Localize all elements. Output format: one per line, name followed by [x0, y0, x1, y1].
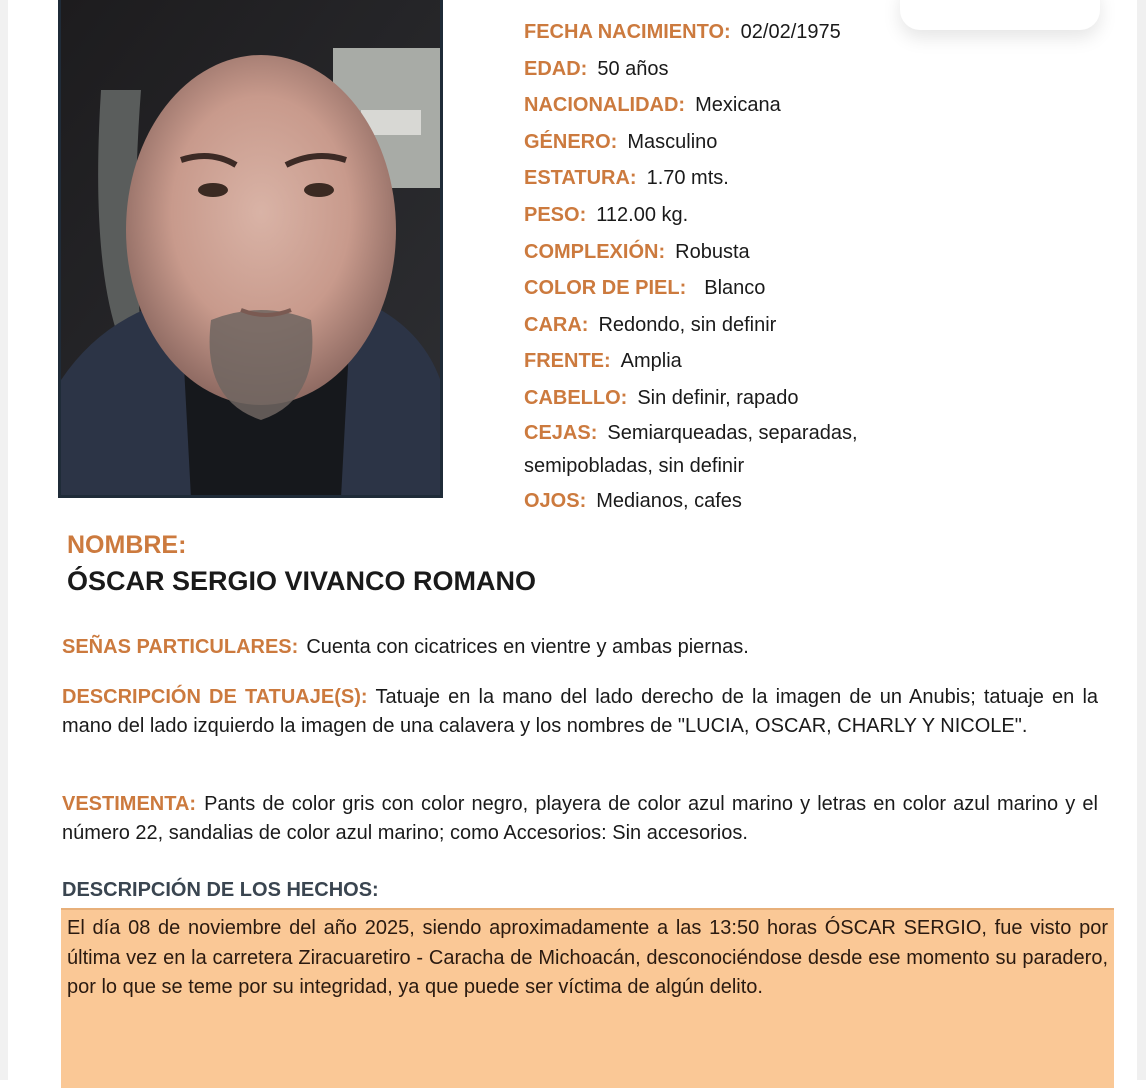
page-right-edge [1137, 0, 1146, 1080]
page-left-edge [0, 0, 8, 1080]
senas-value: Cuenta con cicatrices en vientre y ambas piernas. [306, 636, 749, 658]
fact-label: EDAD: [524, 57, 588, 80]
fact-peso [524, 197, 1124, 234]
fact-value: Sin definir, rapado [637, 386, 799, 409]
tatuajes-label: DESCRIPCIÓN DE TATUAJE(S): [62, 686, 368, 708]
fact-value: Amplia [620, 350, 682, 373]
vestimenta-value: Pants de color gris con color negro, playera de color azul marino y letras en color azul marino y el número 22, sandalias de color azul marino; como Accesorios: Sin accesorios. [62, 793, 1098, 844]
vestimenta-label: VESTIMENTA: [62, 793, 197, 815]
fact-value: 112.00 kg. [596, 203, 689, 226]
tatuajes-value: Tatuaje en la mano del lado derecho de la imagen de un Anubis; tatuaje en la mano del lado izquierdo la imagen de una calavera y los nombres de "LUCIA, OSCAR, CHARLY Y NICOLE". [62, 686, 1099, 737]
senas-label: SEÑAS PARTICULARES: [62, 636, 299, 658]
fact-cejas [524, 417, 924, 483]
fact-label: COLOR DE PIEL: [524, 277, 687, 300]
fact-label: CEJAS: [524, 421, 598, 444]
fact-ojos [524, 483, 1124, 520]
fact-color-piel [524, 270, 1124, 307]
fact-estatura [524, 160, 1124, 197]
person-name: ÓSCAR SERGIO VIVANCO ROMANO [67, 566, 537, 596]
hechos-box [61, 908, 1114, 1088]
fact-value: Mexicana [695, 94, 781, 117]
tatuajes-description [62, 683, 1098, 741]
vestimenta-description [62, 790, 1098, 848]
fact-value: 02/02/1975 [740, 21, 841, 43]
hechos-title: DESCRIPCIÓN DE LOS HECHOS: [62, 879, 379, 901]
senas-particulares [62, 633, 1098, 662]
fact-value: 50 años [597, 57, 669, 80]
fact-label: FECHA NACIMIENTO: [524, 21, 731, 43]
hechos-text: El día 08 de noviembre del año 2025, siendo aproximadamente a las 13:50 horas ÓSCAR SERGIO, fue visto por última vez en la carretera Ziracuaretiro - Caracha de Michoacán, desconociéndose desde ese momento su paradero, por lo que se teme por su integridad, ya que puede ser víctima de algún delito. [67, 917, 1108, 998]
fact-label: GÉNERO: [524, 130, 618, 153]
fact-fecha-nacimiento [524, 14, 1124, 51]
name-label: NOMBRE: [67, 531, 187, 559]
fact-label: PESO: [524, 203, 587, 226]
fact-genero [524, 124, 1124, 161]
fact-value: 1.70 mts. [646, 167, 729, 190]
fact-edad [524, 51, 1124, 88]
fact-label: NACIONALIDAD: [524, 94, 686, 117]
fact-label: COMPLEXIÓN: [524, 240, 666, 263]
fact-value: Medianos, cafes [596, 489, 742, 512]
fact-label: OJOS: [524, 489, 587, 512]
fact-label: CABELLO: [524, 386, 628, 409]
physical-details-list [524, 14, 1124, 519]
person-photo [58, 0, 443, 498]
fact-value: Redondo, sin definir [598, 313, 777, 336]
fact-complexion [524, 234, 1124, 271]
fact-frente [524, 343, 1124, 380]
fact-label: CARA: [524, 313, 589, 336]
fact-value: Semiarqueadas, separadas, semipobladas, sin definir [524, 421, 858, 477]
fact-value: Robusta [675, 240, 750, 263]
fact-value: Blanco [704, 277, 766, 300]
fact-label: FRENTE: [524, 350, 611, 373]
fact-value: Masculino [627, 130, 718, 153]
fact-cabello [524, 380, 1124, 417]
fact-cara [524, 307, 1124, 344]
fact-nacionalidad [524, 87, 1124, 124]
fact-label: ESTATURA: [524, 167, 637, 190]
